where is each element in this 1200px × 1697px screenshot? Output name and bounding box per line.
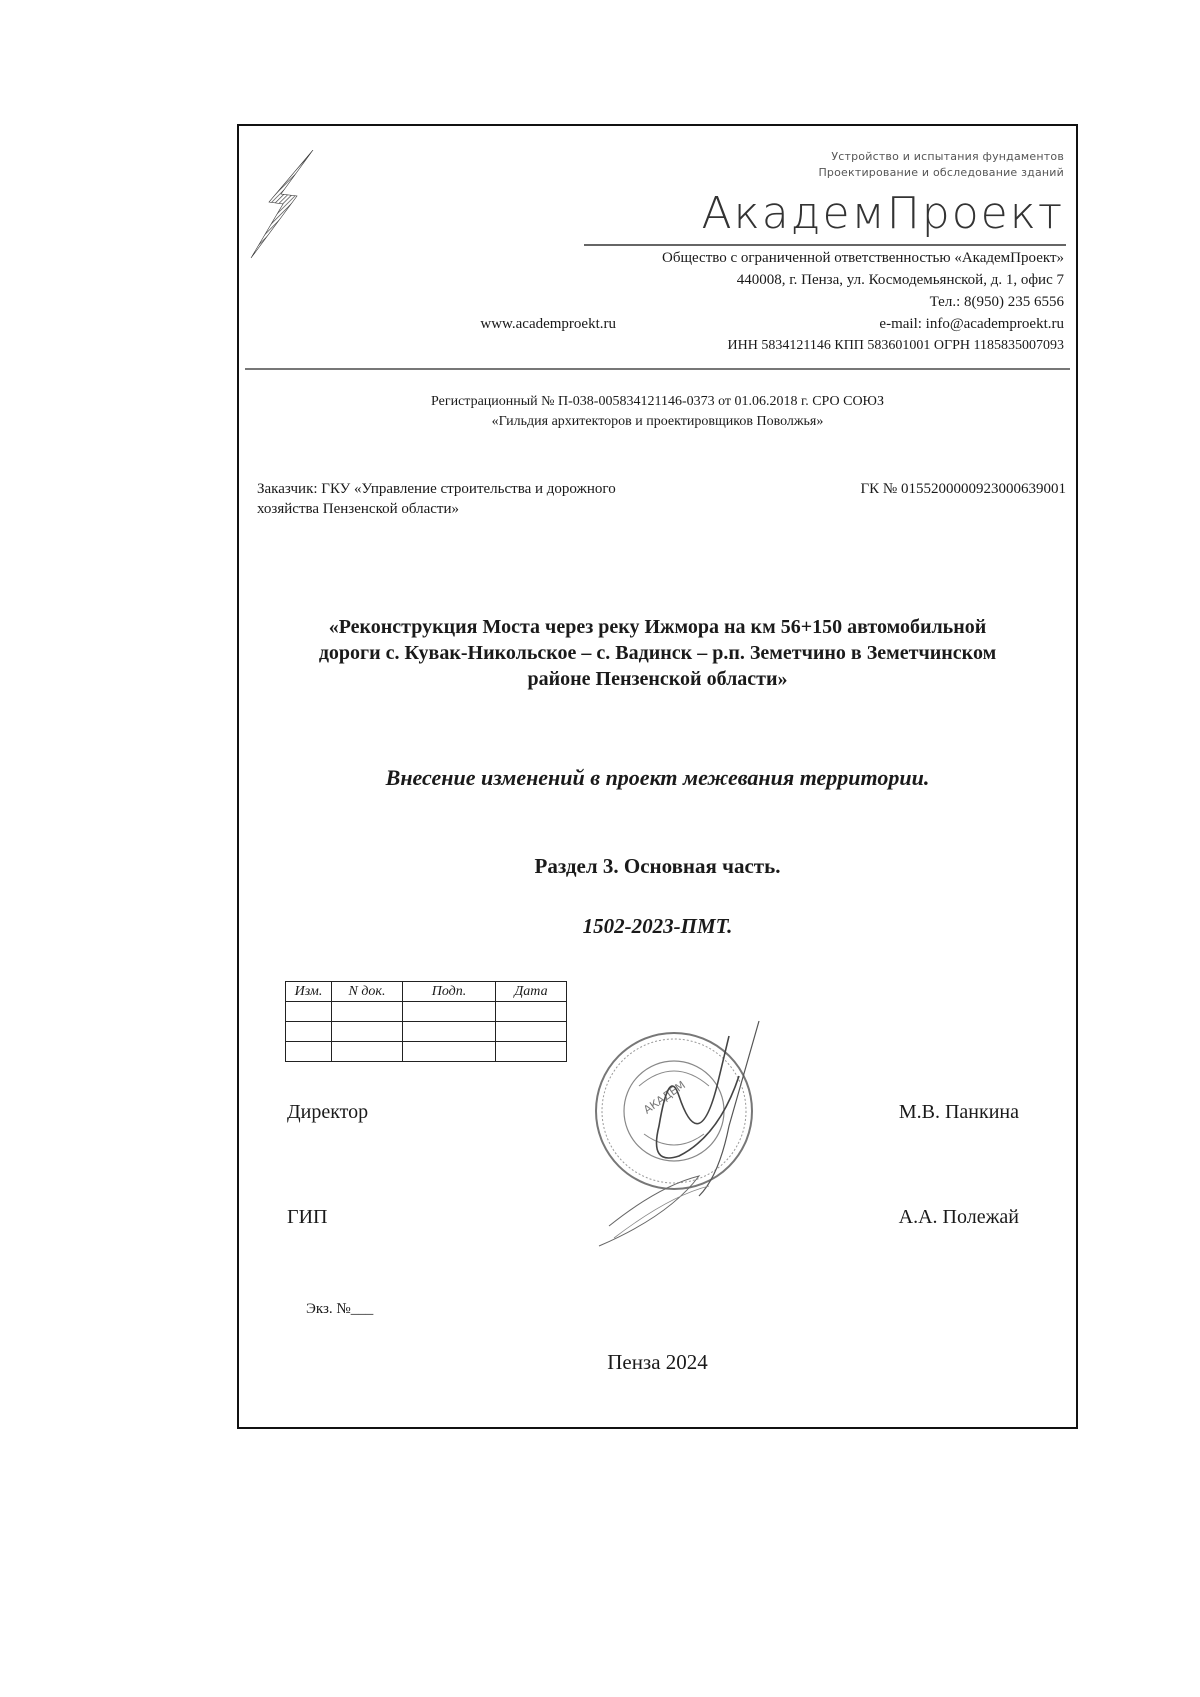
customer-line-2: хозяйства Пензенской области» (257, 501, 460, 517)
company-brand-logo: АкадемПроект (701, 188, 1064, 239)
company-full-name: Общество с ограниченной ответственностью «АкадемПроект» (662, 250, 1064, 266)
project-title-line-2: дороги с. Кувак-Никольское – с. Вадинск – р.п. Земетчино в Земетчинском (318, 642, 997, 664)
company-tagline-1: Устройство и испытания фундаментов (831, 150, 1064, 163)
copy-number: Экз. №___ (306, 1301, 374, 1317)
table-cell (403, 1002, 496, 1022)
director-role: Директор (287, 1101, 369, 1123)
company-logo-icon (247, 150, 317, 260)
document-code: 1502-2023-ПМТ. (582, 914, 733, 938)
table-cell (403, 1022, 496, 1042)
table-cell (286, 1022, 332, 1042)
table-cell (332, 1022, 403, 1042)
gip-name: А.А. Полежай (898, 1206, 1019, 1228)
company-email: e-mail: info@academproekt.ru (879, 316, 1064, 332)
table-header-row (286, 982, 567, 1002)
table-cell (332, 1002, 403, 1022)
table-row (286, 1002, 567, 1022)
contract-number: ГК № 0155200000923000639001 (860, 481, 1066, 497)
table-row (286, 1022, 567, 1042)
table-header-cell: Дата (496, 982, 567, 1002)
company-address: 440008, г. Пенза, ул. Космодемьянской, д. 1, офис 7 (736, 272, 1064, 288)
company-requisites: ИНН 5834121146 КПП 583601001 ОГРН 1185835007093 (727, 338, 1064, 353)
registration-line-1: Регистрационный № П-038-005834121146-0373 от 01.06.2018 г. СРО СОЮЗ (431, 394, 884, 409)
svg-text:АКАДЕМ: АКАДЕМ (641, 1078, 688, 1117)
director-name: М.В. Панкина (898, 1101, 1019, 1123)
company-website: www.academproekt.ru (480, 316, 616, 332)
customer-line-1: Заказчик: ГКУ «Управление строительства и дорожного (257, 481, 616, 497)
brand-underline (584, 244, 1066, 246)
table-cell (496, 1042, 567, 1062)
table-cell (403, 1042, 496, 1062)
gip-role: ГИП (287, 1206, 328, 1228)
registration-line-2: «Гильдия архитекторов и проектировщиков Поволжья» (491, 414, 824, 429)
company-tagline-2: Проектирование и обследование зданий (818, 166, 1064, 179)
section-title: Раздел 3. Основная часть. (534, 854, 781, 878)
document-subtitle: Внесение изменений в проект межевания территории. (385, 765, 930, 790)
city-year: Пенза 2024 (607, 1350, 708, 1374)
table-header-cell: Подп. (403, 982, 496, 1002)
company-phone: Тел.: 8(950) 235 6556 (929, 294, 1064, 310)
project-title-line-3: районе Пензенской области» (527, 668, 788, 690)
table-cell (496, 1002, 567, 1022)
revision-table (285, 981, 567, 1062)
table-cell (286, 1042, 332, 1062)
header-divider (245, 368, 1070, 370)
table-cell (496, 1022, 567, 1042)
title-page-frame (237, 124, 1078, 1429)
table-cell (332, 1042, 403, 1062)
table-header-cell: N док. (332, 982, 403, 1002)
table-cell (286, 1002, 332, 1022)
project-title-line-1: «Реконструкция Моста через реку Ижмора на км 56+150 автомобильной (328, 616, 987, 638)
table-row (286, 1042, 567, 1062)
company-stamp-icon (579, 1016, 819, 1266)
table-header-cell: Изм. (286, 982, 332, 1002)
